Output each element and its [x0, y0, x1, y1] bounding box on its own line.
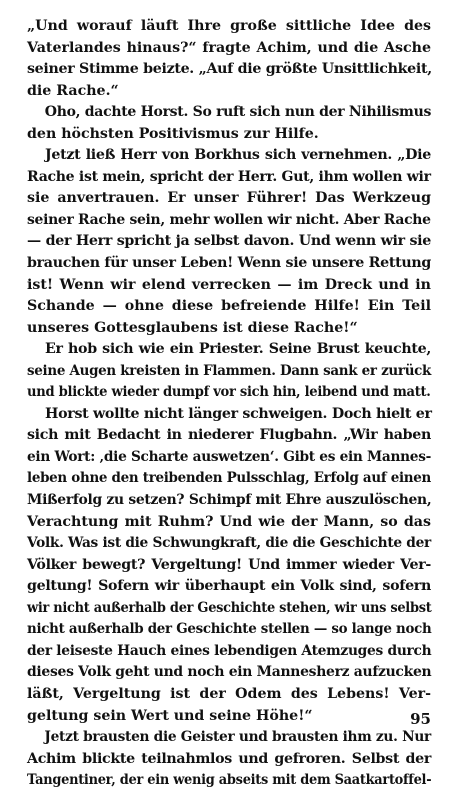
text-line: den höchsten Positivismus zur Hilfe.	[27, 125, 319, 142]
text-line: ist! Wenn wir elend verrecken — im Dreck und in	[27, 276, 431, 293]
text-line: seiner Rache sein, mehr wollen wir nicht. Aber Rache	[27, 211, 431, 228]
text-line: Er hob sich wie ein Priester. Seine Brust keuchte,	[45, 341, 431, 358]
text-line: die Rache.“	[27, 82, 119, 99]
text-line: leben ohne den treibenden Pulsschlag, Erfolg auf einen	[27, 470, 431, 487]
text-line: Oho, dachte Horst. So ruft sich nun der Nihilismus	[44, 104, 432, 121]
text-line: „Und worauf läuft Ihre große sittliche Idee des	[27, 18, 431, 34]
page-number: 95	[410, 710, 431, 728]
text-line: Jetzt brausten die Geister und brausten ihm zu. Nur	[44, 729, 431, 746]
text-line: Achim blickte teilnahmlos und gefroren. Selbst der	[27, 750, 431, 767]
text-line: seine Augen kreisten in Flammen. Dann sank er zurück	[27, 362, 432, 379]
text-line: Volk. Was ist die Schwungkraft, die die Geschichte der	[27, 535, 431, 552]
text-line: sie anvertrauen. Er unser Führer! Das Werkzeug	[27, 190, 431, 207]
text-line: — der Herr spricht ja selbst davon. Und wenn wir sie	[27, 233, 431, 250]
text-line: ein Wort: ‚die Scharte auswetzen‘. Gibt es ein Mannes-	[27, 448, 431, 465]
text-line: Verachtung mit Ruhm? Und wie der Mann, so das	[27, 513, 431, 530]
text-line: Rache ist mein, spricht der Herr. Gut, ihm wollen wir	[27, 168, 431, 185]
text-line: wir nicht außerhalb der Geschichte stehen, wir uns selbst	[27, 599, 432, 616]
text-line: Vaterlandes hinaus?“ fragte Achim, und die Asche	[27, 39, 431, 56]
text-line: Horst wollte nicht länger schweigen. Doch hielt er	[45, 405, 432, 422]
text-line: läßt, Vergeltung ist der Odem des Lebens! Ver-	[27, 685, 431, 702]
text-line: sich mit Bedacht in niederer Flugbahn. „Wir haben	[27, 427, 431, 444]
text-line: unseres Gottesglaubens ist diese Rache!“	[27, 319, 358, 336]
text-line: brauchen für unser Leben! Wenn sie unsere Rettung	[27, 255, 432, 272]
text-line: nicht außerhalb der Geschichte stellen — so lange noch	[27, 621, 432, 638]
text-line: seiner Stimme beizte. „Auf die größte Unsittlichkeit,	[27, 61, 432, 78]
text-line: geltung! Sofern wir überhaupt ein Volk sind, sofern	[27, 578, 431, 595]
text-line: geltung sein Wert und seine Höhe!“	[27, 707, 313, 724]
text-line: und blickte wieder dumpf vor sich hin, leibend und matt.	[27, 384, 431, 401]
text-line: Völker bewegt? Vergeltung! Und immer wieder Ver-	[27, 556, 431, 573]
text-line: Mißerfolg zu setzen? Schimpf mit Ehre auszulöschen,	[27, 492, 432, 509]
text-line: Tangentiner, der ein wenig abseits mit dem Saatkartoffel-	[27, 772, 432, 789]
body-text	[27, 16, 431, 792]
text-line: Jetzt ließ Herr von Borkhus sich vernehmen. „Die	[45, 147, 431, 164]
text-line: dieses Volk geht und noch ein Mannesherz aufzucken	[27, 664, 432, 681]
text-line: der leiseste Hauch eines lebendigen Atemzuges durch	[27, 642, 432, 659]
text-line: Schande — ohne diese befreiende Hilfe! Ein Teil	[27, 298, 431, 315]
